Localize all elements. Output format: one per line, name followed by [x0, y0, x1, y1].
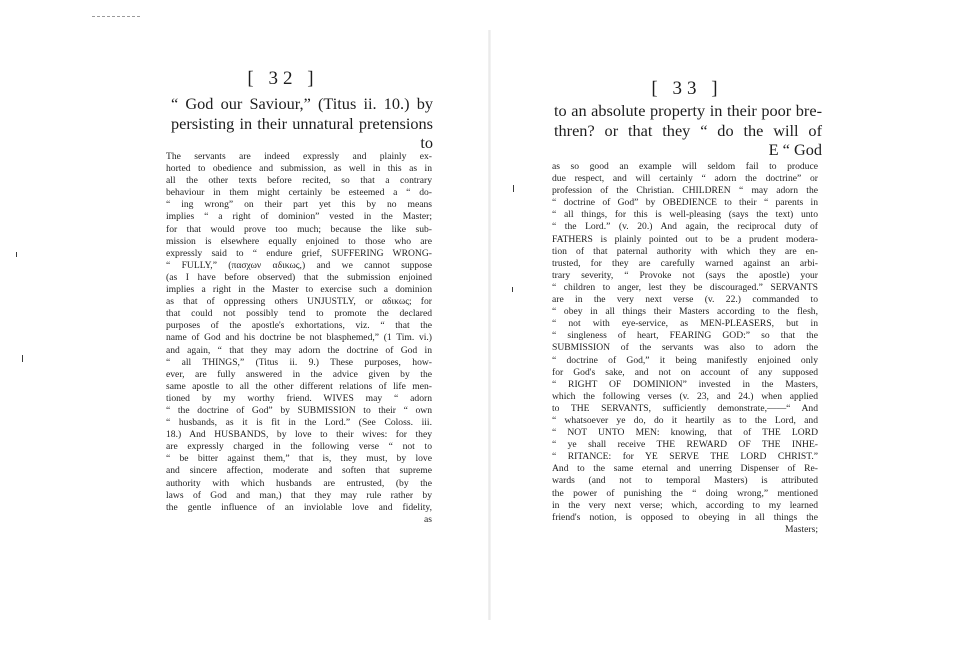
catchword: as: [424, 513, 432, 525]
text-line: “ all things, for this is well-pleasing (says the text) unto: [552, 209, 818, 221]
heading-line: to: [420, 133, 433, 152]
heading-line: thren? or that they “ do the will of: [554, 120, 822, 140]
text-line: authority with which husbands are entrusted, (by the: [166, 477, 432, 489]
text-line: “ ing wrong” on their part yet this by no means: [166, 199, 432, 211]
text-line: to THE SERVANTS, sufficiently demonstrate,——“ And: [552, 402, 818, 414]
right-page: [490, 0, 980, 650]
text-line: “ RIGHT OF DOMINION” invested in the Masters,: [552, 378, 818, 390]
heading-line: “ God our Saviour,” (Titus ii. 10.) by: [171, 94, 433, 113]
heading-line: to an absolute property in their poor bre-: [554, 101, 822, 120]
text-line: purposes of the apostle's exhortations, viz. “ that the: [166, 320, 432, 332]
text-line: “ the doctrine of God” by SUBMISSION to their “ own: [166, 404, 432, 416]
text-line: as so good an example will seldom fail to produce: [552, 161, 818, 172]
text-line: tioned by my worthy friend. WIVES may “ adorn: [166, 392, 432, 404]
text-line: as that of oppressing others UNJUSTLY, or αδικως; for: [166, 296, 432, 308]
text-line: “ RITANCE: for YE SERVE THE LORD CHRIST.”: [552, 451, 818, 463]
text-line: And to the same eternal and unerring Dispenser of Re-: [552, 463, 818, 475]
text-line: ever, are fully answered in the advice given by the: [166, 368, 432, 380]
text-line: trary severity, “ Provoke not (says the apostle) your: [552, 269, 818, 281]
text-line: all the other texts before recited, so that a contrary: [166, 175, 432, 187]
text-line: tion of that paternal authority with which they are en-: [552, 245, 818, 257]
text-line: “ FULLY,” (πασχων αδικως,) and we cannot suppose: [166, 259, 432, 271]
page-number: [ 32 ]: [247, 68, 319, 89]
text-line: expressly said to “ endure grief, SUFFERING WRONG-: [166, 247, 432, 259]
text-line: same apostle to all the other different relations of life men-: [166, 380, 432, 392]
text-line: are expressly charged in the following verse “ not to: [166, 441, 432, 453]
text-line: “ ye shall receive THE REWARD OF THE INHE-: [552, 439, 818, 451]
text-line: due respect, and will certainly “ adorn the doctrine” or: [552, 173, 818, 185]
text-line: in the very next verse; which, according to my learned: [552, 499, 818, 511]
text-line: 18.) And HUSBANDS, by love to their wives: for they: [166, 429, 432, 441]
text-line: which the following verses (v. 23, and 24.) when applied: [552, 390, 818, 402]
text-line: horted to obedience and submission, as well in this as in: [166, 163, 432, 175]
text-line: “ husbands, as it is fit in the Lord.” (See Coloss. iii.: [166, 417, 432, 429]
text-line: “ whatsoever ye do, do it heartily as to the Lord, and: [552, 414, 818, 426]
heading-text: [171, 94, 433, 153]
text-line: “ singleness of heart, FEARING GOD:” so that the: [552, 330, 818, 342]
text-line: trusted, for they are carefully warned against an arbi-: [552, 257, 818, 269]
text-line: laws of God and man,) that they may rule rather by: [166, 489, 432, 501]
text-line: the gentle influence of an inviolable love and fidelity,: [166, 501, 432, 513]
text-line: SUBMISSION of the servants was also to adorn the: [552, 342, 818, 354]
text-line: (as I have before observed) that the submission enjoined: [166, 271, 432, 283]
text-line: for that would prove too much; because the like sub-: [166, 223, 432, 235]
text-line: implies a right in the Master to exercise such a dominion: [166, 284, 432, 296]
text-line: “ not with eye-service, as MEN-PLEASERS, but in: [552, 318, 818, 330]
text-line: mission is elsewhere equally enjoined to those who are: [166, 235, 432, 247]
text-line: “ doctrine of God,” it being manifestly enjoined only: [552, 354, 818, 366]
page-number: [ 33 ]: [651, 78, 723, 99]
text-line: “ be bitter against them,” that is, they must, by love: [166, 453, 432, 465]
text-line: and again, “ that they may adorn the doctrine of God in: [166, 344, 432, 356]
text-line: implies “ a right of dominion” vested in the Master;: [166, 211, 432, 223]
text-line: are in the very next verse (v. 22.) commanded to: [552, 294, 818, 306]
text-line: “ NOT UNTO MEN: knowing, that of THE LORD: [552, 427, 818, 439]
text-line: “ all THINGS,” (Titus ii. 9.) These purposes, how-: [166, 356, 432, 368]
text-line: “ the Lord.” (v. 20.) And again, the reciprocal duty of: [552, 221, 818, 233]
text-line: behaviour in them might certainly be esteemed a “ do-: [166, 187, 432, 199]
text-line: name of God and his doctrine be not blasphemed,” (1 Tim. vi.): [166, 332, 432, 344]
text-line: “ children to anger, lest they be discouraged.” SERVANTS: [552, 281, 818, 293]
text-line: that could not possibly tend to promote the declared: [166, 308, 432, 320]
text-line: wards (and not to temporal Masters) is attributed: [552, 475, 818, 487]
body-text: [166, 151, 432, 526]
text-line: friend's notion, is opposed to obeying in all things the: [552, 511, 818, 523]
text-line: “ doctrine of God” by OBEDIENCE to their “ parents in: [552, 197, 818, 209]
text-line: and sincere affection, moderate and soften that supreme: [166, 465, 432, 477]
text-line: The servants are indeed expressly and plainly ex-: [166, 151, 432, 162]
body-text: [552, 161, 818, 536]
text-line: profession of the Christian. CHILDREN “ may adorn the: [552, 185, 818, 197]
heading-line: persisting in their unnatural pretensions: [171, 113, 433, 133]
catchword: Masters;: [784, 523, 818, 535]
heading-text: [554, 101, 822, 160]
heading-line: E “ God: [768, 140, 822, 159]
text-line: the power of punishing the “ doing wrong,” mentioned: [552, 487, 818, 499]
text-line: “ obey in all things their Masters according to the flesh,: [552, 306, 818, 318]
text-line: for God's sake, and not on account of any supposed: [552, 366, 818, 378]
text-line: FATHERS is plainly pointed out to be a prudent modera-: [552, 233, 818, 245]
